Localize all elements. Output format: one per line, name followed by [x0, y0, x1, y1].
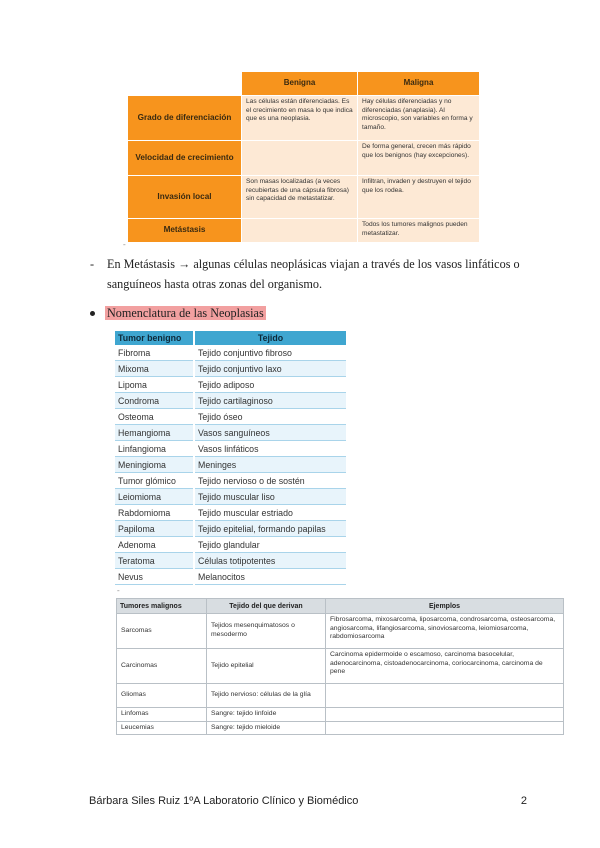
- row-header: Metástasis: [128, 219, 242, 243]
- bullet-icon: [90, 311, 95, 316]
- tumor-name-cell: Hemangioma: [115, 425, 194, 441]
- list-marker: -: [117, 586, 120, 595]
- tumor-name-cell: Meningioma: [115, 457, 194, 473]
- tumor-name-cell: Teratoma: [115, 553, 194, 569]
- table-row: [115, 393, 346, 409]
- tumor-name-cell: Nevus: [115, 569, 194, 585]
- table-cell: Fibrosarcoma, mixosarcoma, liposarcoma, condrosarcoma, osteosarcoma, angiosarcoma, lifangiosarcoma, sinoviosarcoma, leiomiosarcoma, rabdomiosarcoma: [326, 614, 564, 649]
- table-cell: [326, 684, 564, 708]
- table-row: [115, 505, 346, 521]
- row-header: Grado de diferenciación: [128, 96, 242, 141]
- table-corner: [128, 72, 242, 96]
- metastasis-paragraph: [90, 254, 520, 294]
- malignant-table-body: [117, 614, 564, 735]
- tissue-cell: Tejido cartilaginoso: [194, 393, 346, 409]
- tissue-cell: Tejido conjuntivo laxo: [194, 361, 346, 377]
- tissue-cell: Tejido nervioso o de sostén: [194, 473, 346, 489]
- table-cell: [242, 219, 358, 243]
- tumor-name-cell: Osteoma: [115, 409, 194, 425]
- table-cell: Hay células diferenciadas y no diferenciadas (anaplasia). Al microscopio, son variables en forma y tamaño.: [358, 96, 480, 141]
- column-header-tumor: Tumor benigno: [115, 331, 194, 345]
- table-cell: Infiltran, invaden y destruyen el tejido que los rodea.: [358, 176, 480, 219]
- table-cell: Sarcomas: [117, 614, 207, 649]
- benign-vs-malignant-table: [127, 71, 480, 243]
- table-row: [115, 489, 346, 505]
- benign-table-body: [115, 345, 346, 585]
- malignant-nomenclature-table: [116, 598, 564, 735]
- tumor-name-cell: Fibroma: [115, 345, 194, 361]
- table-row: [115, 361, 346, 377]
- table-cell: Tejidos mesenquimatosos o mesodermo: [207, 614, 326, 649]
- table-cell: Todos los tumores malignos pueden metastatizar.: [358, 219, 480, 243]
- table-row: [117, 708, 564, 722]
- table-cell: Carcinoma epidermoide o escamoso, carcinoma basocelular, adenocarcinoma, cistoadenocarcinoma, coriocarcinoma, carcinoma de pene: [326, 649, 564, 684]
- table-row: [115, 377, 346, 393]
- tissue-cell: Tejido óseo: [194, 409, 346, 425]
- column-header-tejido: Tejido del que derivan: [207, 599, 326, 614]
- row-header: Velocidad de crecimiento: [128, 141, 242, 176]
- column-header-maligna: Maligna: [358, 72, 480, 96]
- table-cell: De forma general, crecen más rápido que los benignos (hay excepciones).: [358, 141, 480, 176]
- table-cell: [242, 141, 358, 176]
- list-marker: -: [90, 257, 95, 271]
- table-cell: [326, 708, 564, 722]
- benign-nomenclature-table: [115, 331, 346, 585]
- tumor-name-cell: Condroma: [115, 393, 194, 409]
- column-header-tejido: Tejido: [194, 331, 346, 345]
- table-row: [115, 521, 346, 537]
- tumor-name-cell: Adenoma: [115, 537, 194, 553]
- table-row: [115, 345, 346, 361]
- table-cell: Las células están diferenciadas. Es el crecimiento en masa lo que indica que es una neoplasia.: [242, 96, 358, 141]
- table-row: [115, 457, 346, 473]
- paragraph-text: En Metástasis → algunas células neoplásicas viajan a través de los vasos linfáticos o sanguíneos hasta otras zonas del organismo.: [107, 257, 520, 291]
- tissue-cell: Vasos sanguíneos: [194, 425, 346, 441]
- tissue-cell: Tejido conjuntivo fibroso: [194, 345, 346, 361]
- tumor-name-cell: Lipoma: [115, 377, 194, 393]
- table-row: [115, 569, 346, 585]
- row-header: Invasión local: [128, 176, 242, 219]
- heading-text: Nomenclatura de las Neoplasias: [107, 306, 264, 320]
- table-row: [115, 553, 346, 569]
- tumor-name-cell: Mixoma: [115, 361, 194, 377]
- table-cell: Tejido nervioso: células de la glía: [207, 684, 326, 708]
- table-row: [117, 721, 564, 735]
- column-header-tumores: Tumores malignos: [117, 599, 207, 614]
- tissue-cell: Vasos linfáticos: [194, 441, 346, 457]
- table-row: [117, 614, 564, 649]
- tissue-cell: Melanocitos: [194, 569, 346, 585]
- tissue-cell: Meninges: [194, 457, 346, 473]
- tumor-name-cell: Rabdomioma: [115, 505, 194, 521]
- page-footer: [89, 795, 527, 807]
- table-row: [115, 425, 346, 441]
- table-row: [115, 441, 346, 457]
- table-cell: Linfomas: [117, 708, 207, 722]
- section-heading: [88, 305, 266, 321]
- table-cell: Sangre: tejido linfoide: [207, 708, 326, 722]
- table-row: [117, 649, 564, 684]
- tissue-cell: Tejido muscular liso: [194, 489, 346, 505]
- table-row: [115, 537, 346, 553]
- table-row: [117, 684, 564, 708]
- table-cell: Tejido epitelial: [207, 649, 326, 684]
- column-header-benigna: Benigna: [242, 72, 358, 96]
- table-row: [115, 409, 346, 425]
- tumor-name-cell: Tumor glómico: [115, 473, 194, 489]
- table-row: [115, 473, 346, 489]
- tissue-cell: Tejido muscular estriado: [194, 505, 346, 521]
- footer-text: Bárbara Siles Ruiz 1ºA Laboratorio Clínico y Biomédico: [89, 795, 359, 807]
- column-header-ejemplos: Ejemplos: [326, 599, 564, 614]
- table-cell: [326, 721, 564, 735]
- tumor-name-cell: Linfangioma: [115, 441, 194, 457]
- table-cell: Carcinomas: [117, 649, 207, 684]
- table-cell: Son masas localizadas (a veces recubiertas de una cápsula fibrosa) sin capacidad de metastatizar.: [242, 176, 358, 219]
- table-cell: Leucemias: [117, 721, 207, 735]
- table-cell: Sangre: tejido mieloide: [207, 721, 326, 735]
- tissue-cell: Células totipotentes: [194, 553, 346, 569]
- tumor-name-cell: Leiomioma: [115, 489, 194, 505]
- tissue-cell: Tejido epitelial, formando papilas: [194, 521, 346, 537]
- page-number: 2: [520, 795, 527, 807]
- table-cell: Gliomas: [117, 684, 207, 708]
- tumor-name-cell: Papiloma: [115, 521, 194, 537]
- list-marker: -: [123, 240, 126, 249]
- tissue-cell: Tejido glandular: [194, 537, 346, 553]
- tissue-cell: Tejido adiposo: [194, 377, 346, 393]
